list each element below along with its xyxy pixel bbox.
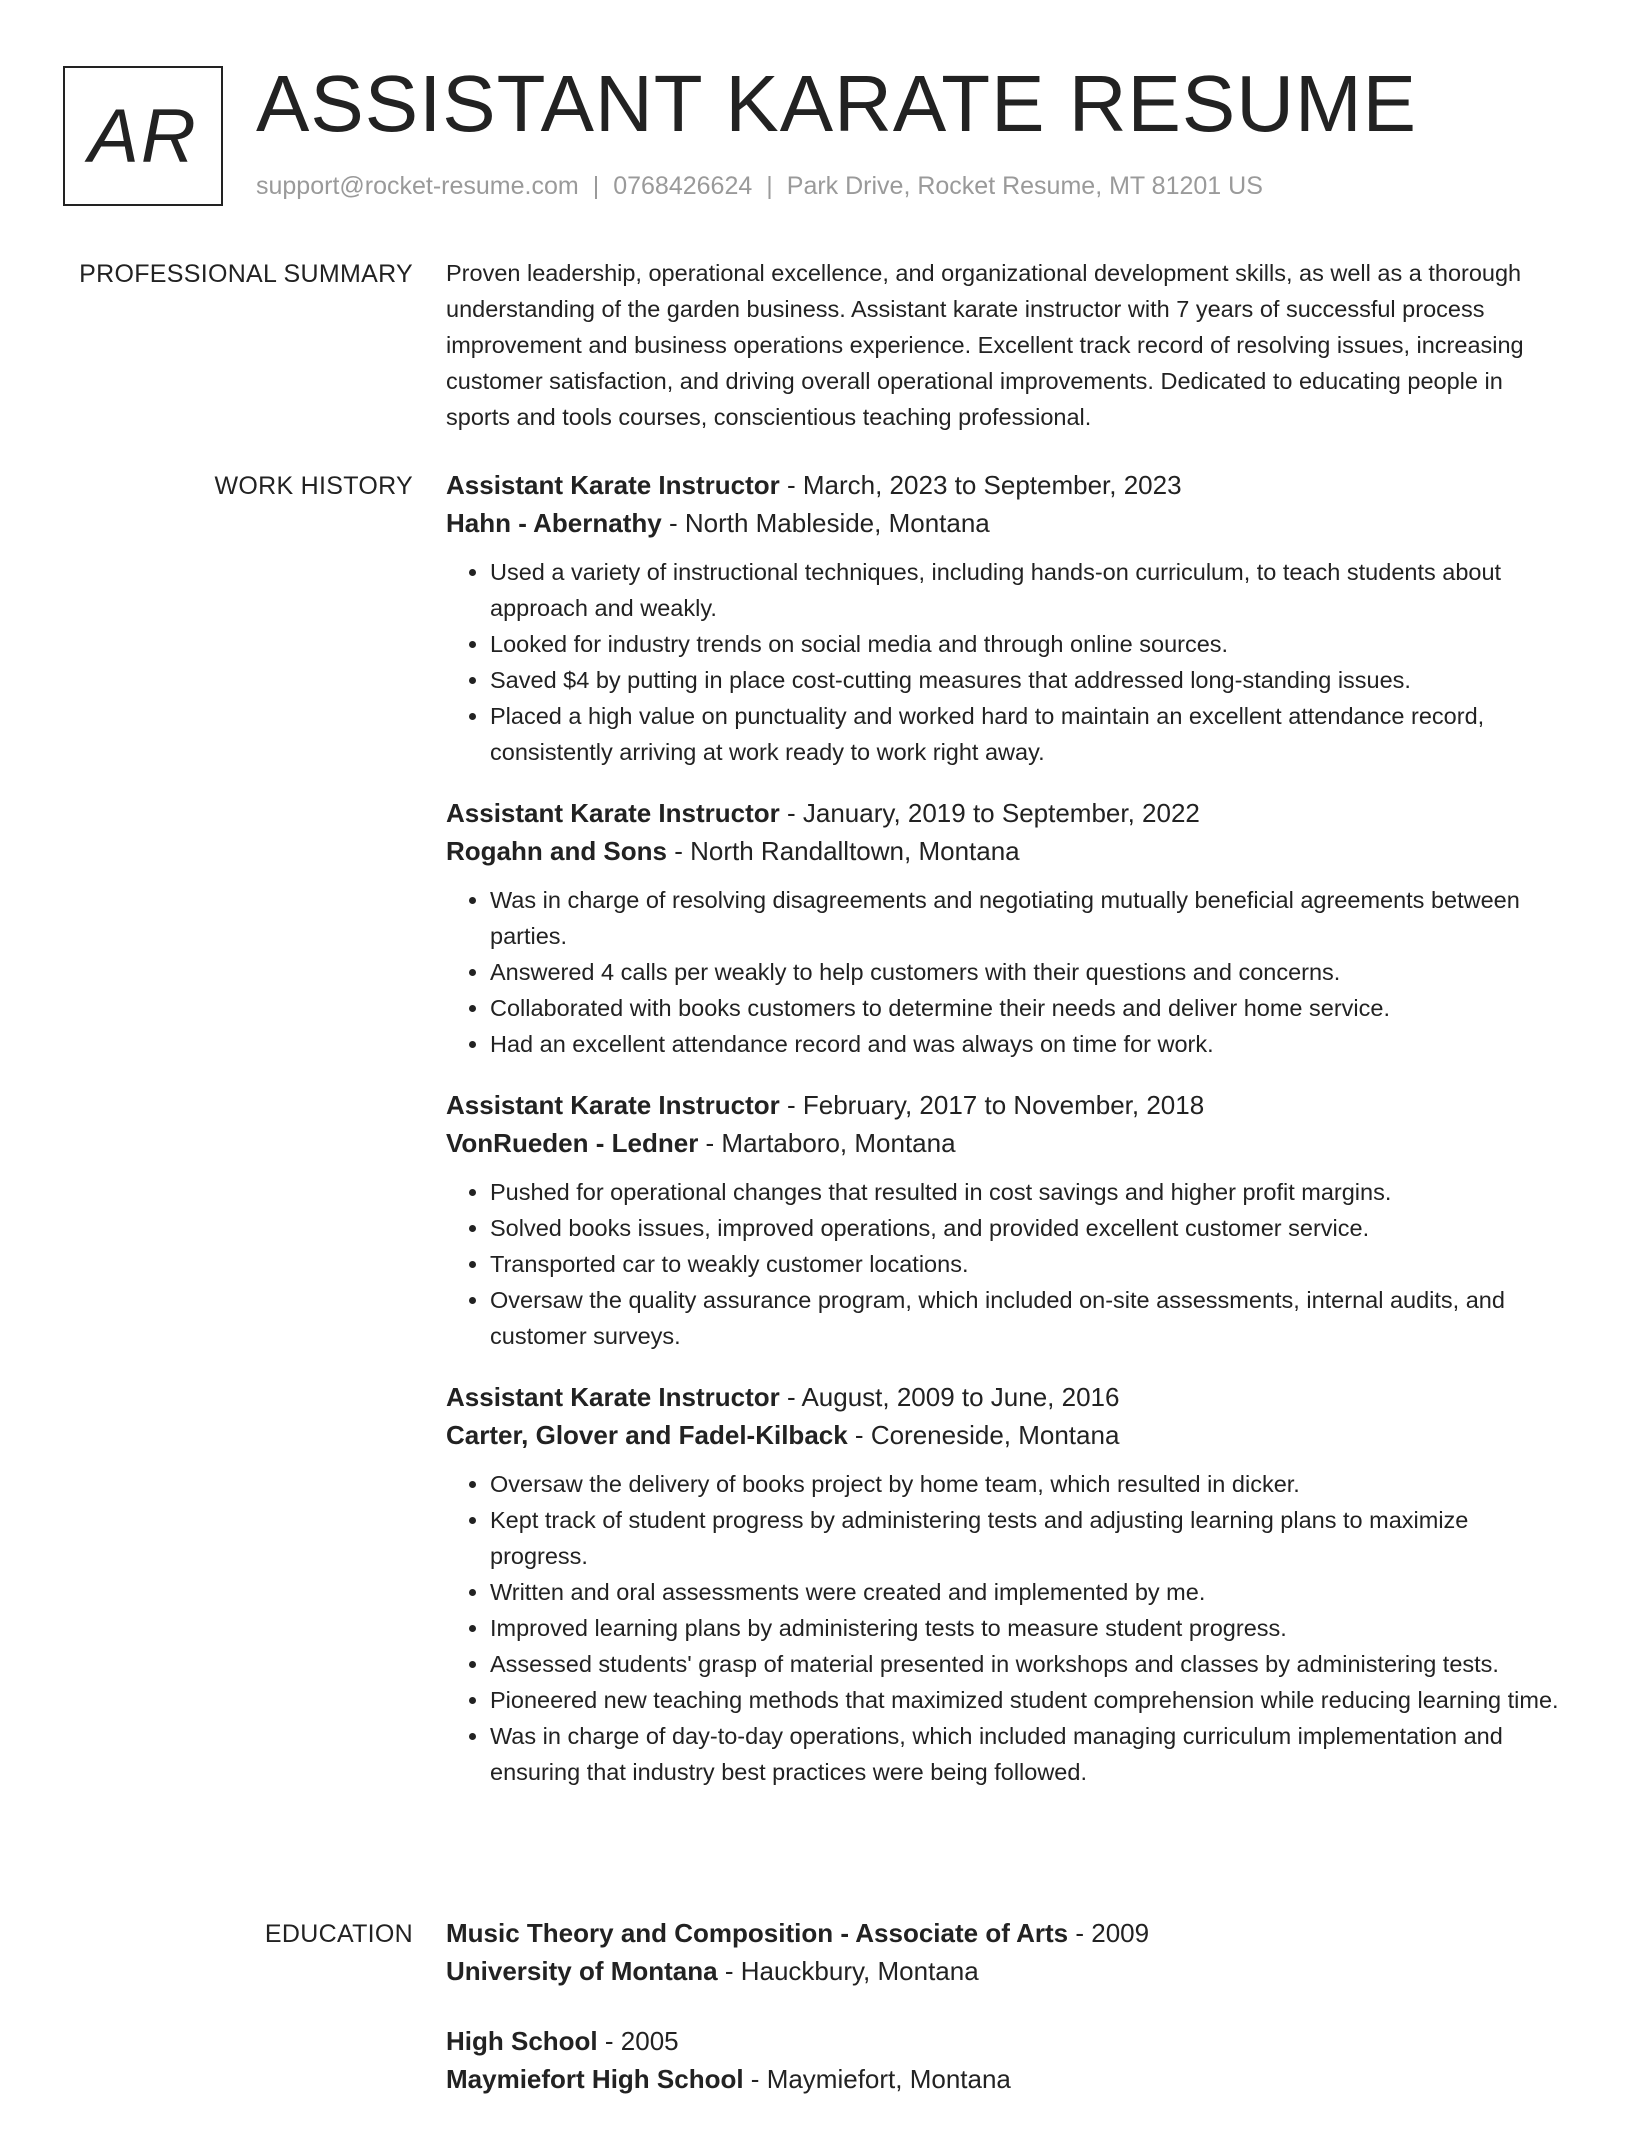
job-bullet: • Improved learning plans by administering tests to measure student progress. [490,1610,1571,1646]
job-bullet: • Was in charge of day-to-day operations, which included managing curriculum implementation and ensuring that industry best practices were being followed. [490,1718,1571,1790]
education-degree: High School [446,2026,598,2056]
job-heading: Assistant Karate Instructor - February, 2017 to November, 2018 [446,1090,1205,1120]
job-bullet: • Pioneered new teaching methods that maximized student comprehension while reducing learning time. [490,1682,1571,1718]
job-company: VonRueden - Ledner [446,1128,699,1158]
job-company: Rogahn and Sons [446,836,667,866]
job-company: Hahn - Abernathy [446,508,662,538]
job-employer: Hahn - Abernathy - North Mableside, Montana [446,508,990,538]
job-bullet: • Oversaw the quality assurance program, which included on-site assessments, internal audits, and customer surveys. [490,1282,1571,1354]
job-bullet: • Was in charge of resolving disagreements and negotiating mutually beneficial agreements between parties. [490,882,1571,954]
job-title: Assistant Karate Instructor [446,798,780,828]
job-employer: VonRueden - Ledner - Martaboro, Montana [446,1128,956,1158]
job-bullet: • Solved books issues, improved operations, and provided excellent customer service. [490,1210,1571,1246]
job-bullet: • Placed a high value on punctuality and worked hard to maintain an excellent attendance record, consistently arriving at work ready to work right away. [490,698,1571,770]
summary-body [446,260,1571,435]
section-label-summary: PROFESSIONAL SUMMARY [79,260,413,288]
job-heading: Assistant Karate Instructor - March, 2023 to September, 2023 [446,470,1182,500]
job-bullet: • Transported car to weakly customer locations. [490,1246,1571,1282]
job-bullet: • Used a variety of instructional techniques, including hands-on curriculum, to teach students about approach and weakly. [490,554,1571,626]
job-company: Carter, Glover and Fadel-Kilback [446,1420,848,1450]
job-bullets [446,882,1571,1062]
education-location: Hauckbury, Montana [740,1956,979,1986]
job-employer: Carter, Glover and Fadel-Kilback - Coreneside, Montana [446,1420,1120,1450]
job-location: Coreneside, Montana [870,1420,1120,1450]
job-bullet: • Pushed for operational changes that resulted in cost savings and higher profit margins. [490,1174,1571,1210]
contact-email: support@rocket-resume.com [256,172,579,200]
education-entry [446,2022,1571,2098]
job-entry [446,1086,1571,1354]
job-entry [446,466,1571,770]
job-bullet: • Had an excellent attendance record and was always on time for work. [490,1026,1571,1062]
job-employer: Rogahn and Sons - North Randalltown, Montana [446,836,1020,866]
job-bullets [446,1174,1571,1354]
monogram-badge [63,66,223,206]
education-institution: Maymiefort High School - Maymiefort, Montana [446,2064,1011,2094]
monogram-text: AR [88,93,198,179]
job-title: Assistant Karate Instructor [446,470,780,500]
job-title: Assistant Karate Instructor [446,1090,780,1120]
job-entry [446,794,1571,1062]
education-institution: University of Montana - Hauckbury, Montana [446,1956,979,1986]
job-dates: March, 2023 to September, 2023 [802,470,1182,500]
job-bullet: • Saved $4 by putting in place cost-cutting measures that addressed long-standing issues. [490,662,1571,698]
contact-separator: | [766,172,773,200]
job-entry [446,1378,1571,1790]
job-dates: January, 2019 to September, 2022 [802,798,1200,828]
education-school: University of Montana [446,1956,718,1986]
education-body [446,1914,1571,2130]
job-bullet: • Answered 4 calls per weakly to help customers with their questions and concerns. [490,954,1571,990]
work-history-body [446,466,1571,1814]
contact-phone: 0768426624 [613,172,753,200]
job-heading: Assistant Karate Instructor - January, 2019 to September, 2022 [446,798,1200,828]
job-location: North Randalltown, Montana [690,836,1020,866]
job-heading: Assistant Karate Instructor - August, 2009 to June, 2016 [446,1382,1120,1412]
education-heading: High School - 2005 [446,2026,679,2056]
job-bullet: • Assessed students' grasp of material presented in workshops and classes by administering tests. [490,1646,1571,1682]
job-bullet: • Collaborated with books customers to determine their needs and deliver home service. [490,990,1571,1026]
education-entry [446,1914,1571,1990]
job-dates: August, 2009 to June, 2016 [801,1382,1120,1412]
job-bullets [446,1466,1571,1790]
contact-separator: | [592,172,600,200]
education-school: Maymiefort High School [446,2064,744,2094]
job-location: Martaboro, Montana [721,1128,956,1158]
education-location: Maymiefort, Montana [766,2064,1011,2094]
job-bullet: • Written and oral assessments were created and implemented by me. [490,1574,1571,1610]
education-heading: Music Theory and Composition - Associate of Arts - 2009 [446,1918,1150,1948]
education-degree: Music Theory and Composition - Associate of Arts [446,1918,1069,1948]
job-bullet: • Kept track of student progress by administering tests and adjusting learning plans to maximize progress. [490,1502,1571,1574]
education-year: 2009 [1091,1918,1150,1948]
job-location: North Mableside, Montana [684,508,990,538]
job-bullet: • Oversaw the delivery of books project by home team, which resulted in dicker. [490,1466,1571,1502]
job-dates: February, 2017 to November, 2018 [802,1090,1205,1120]
section-label-work-history: WORK HISTORY [214,472,413,500]
job-bullet: • Looked for industry trends on social media and through online sources. [490,626,1571,662]
summary-text: Proven leadership, operational excellence, and organizational development skills, as well as a thorough understanding of the garden business. Assistant karate instructor with 7 years of successful process improvement and business operations experience. Excellent track record of resolving issues, increasing customer satisfaction, and driving overall operational improvements. Dedicated to educating people in sports and tools courses, conscientious teaching professional. [446,260,1524,430]
section-label-education: EDUCATION [264,1920,413,1948]
education-year: 2005 [620,2026,679,2056]
resume-title: ASSISTANT KARATE RESUME [256,59,1418,148]
job-bullets [446,554,1571,770]
contact-address: Park Drive, Rocket Resume, MT 81201 US [786,172,1263,200]
job-title: Assistant Karate Instructor [446,1382,780,1412]
contact-line [256,172,1263,201]
